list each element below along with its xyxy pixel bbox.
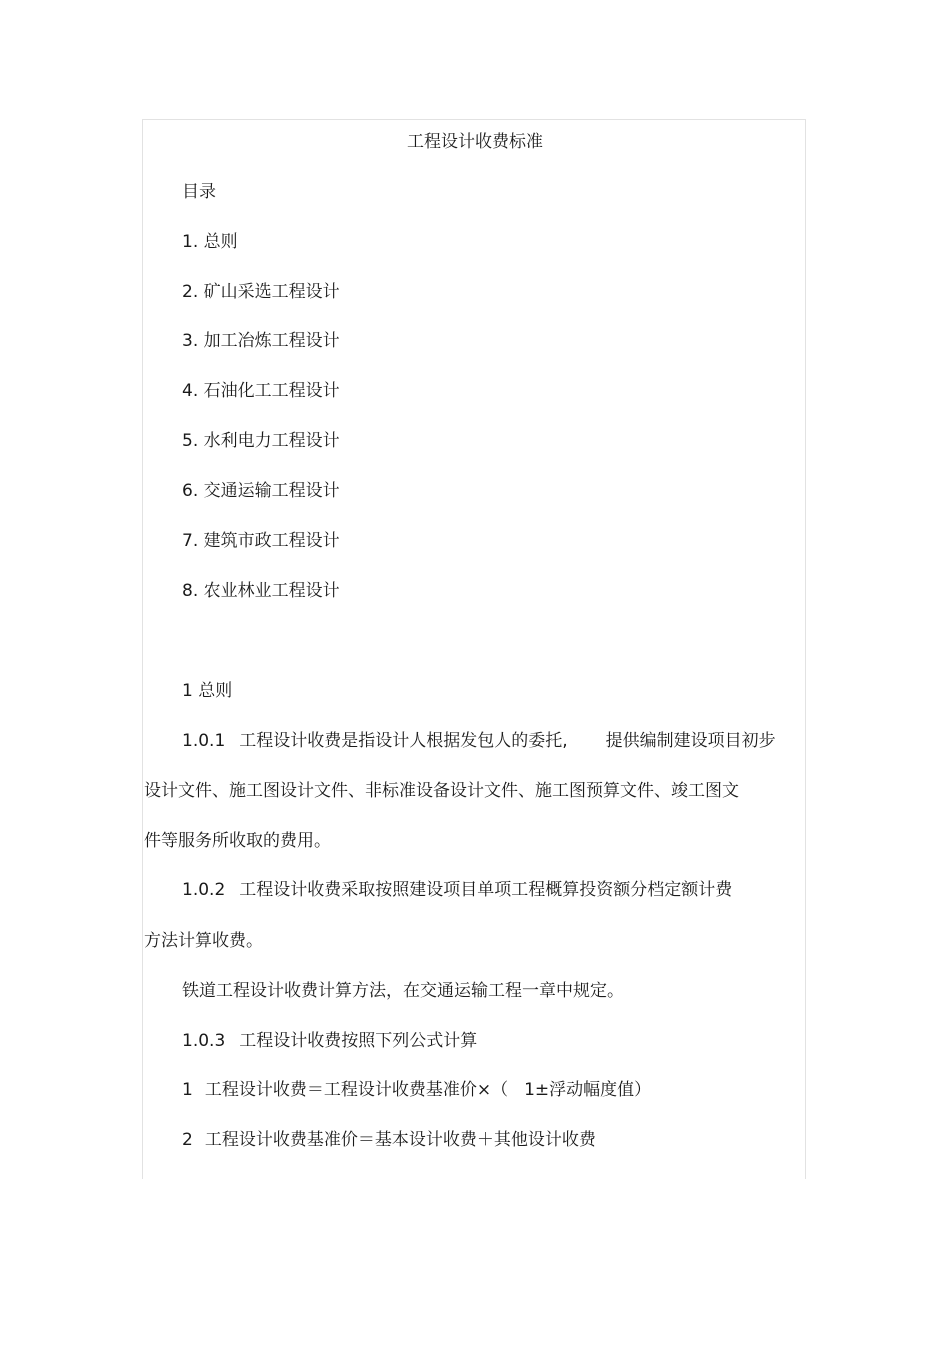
toc-item: 1. 总则 bbox=[182, 232, 238, 252]
formula-number: 1 bbox=[182, 1080, 193, 1100]
toc-item: 2. 矿山采选工程设计 bbox=[182, 282, 340, 302]
formula-number: 2 bbox=[182, 1130, 193, 1150]
paragraph-1-0-1-line2: 设计文件、施工图设计文件、非标准设备设计文件、施工图预算文件、竣工图文 bbox=[144, 781, 739, 801]
formula-text: 工程设计收费基准价＝基本设计收费＋其他设计收费 bbox=[204, 1130, 596, 1150]
paragraph-1-0-2-line2: 方法计算收费。 bbox=[144, 931, 263, 951]
toc-item: 6. 交通运输工程设计 bbox=[182, 481, 340, 501]
formula-text: 1±浮动幅度值） bbox=[524, 1080, 652, 1100]
formula-text: 工程设计收费＝工程设计收费基准价×（ bbox=[204, 1080, 509, 1100]
formula-1 bbox=[182, 1079, 651, 1101]
clause-number: 1.0.2 bbox=[182, 880, 226, 900]
section-heading: 1 总则 bbox=[182, 681, 233, 701]
toc-item: 7. 建筑市政工程设计 bbox=[182, 531, 340, 551]
paragraph-railway: 铁道工程设计收费计算方法，在交通运输工程一章中规定。 bbox=[182, 981, 624, 1001]
toc-item: 5. 水利电力工程设计 bbox=[182, 431, 340, 451]
toc-heading: 目录 bbox=[182, 182, 216, 202]
paragraph-1-0-3 bbox=[182, 1030, 477, 1052]
clause-text: 工程设计收费按照下列公式计算 bbox=[239, 1031, 478, 1051]
clause-text: 提供编制建设项目初步 bbox=[605, 731, 776, 751]
document-title: 工程设计收费标准 bbox=[407, 132, 543, 152]
page-frame bbox=[142, 119, 806, 1179]
toc-item: 3. 加工冶炼工程设计 bbox=[182, 331, 340, 351]
toc-item: 4. 石油化工工程设计 bbox=[182, 381, 340, 401]
paragraph-1-0-1-line3: 件等服务所收取的费用。 bbox=[144, 831, 331, 851]
clause-number: 1.0.3 bbox=[182, 1031, 226, 1051]
toc-item: 8. 农业林业工程设计 bbox=[182, 581, 340, 601]
paragraph-1-0-2-line1 bbox=[182, 879, 732, 901]
clause-text: 工程设计收费采取按照建设项目单项工程概算投资额分档定额计费 bbox=[239, 880, 733, 900]
clause-number: 1.0.1 bbox=[182, 731, 226, 751]
paragraph-1-0-1-line1 bbox=[182, 730, 776, 752]
clause-text: 工程设计收费是指设计人根据发包人的委托, bbox=[239, 731, 568, 751]
formula-2 bbox=[182, 1129, 596, 1151]
